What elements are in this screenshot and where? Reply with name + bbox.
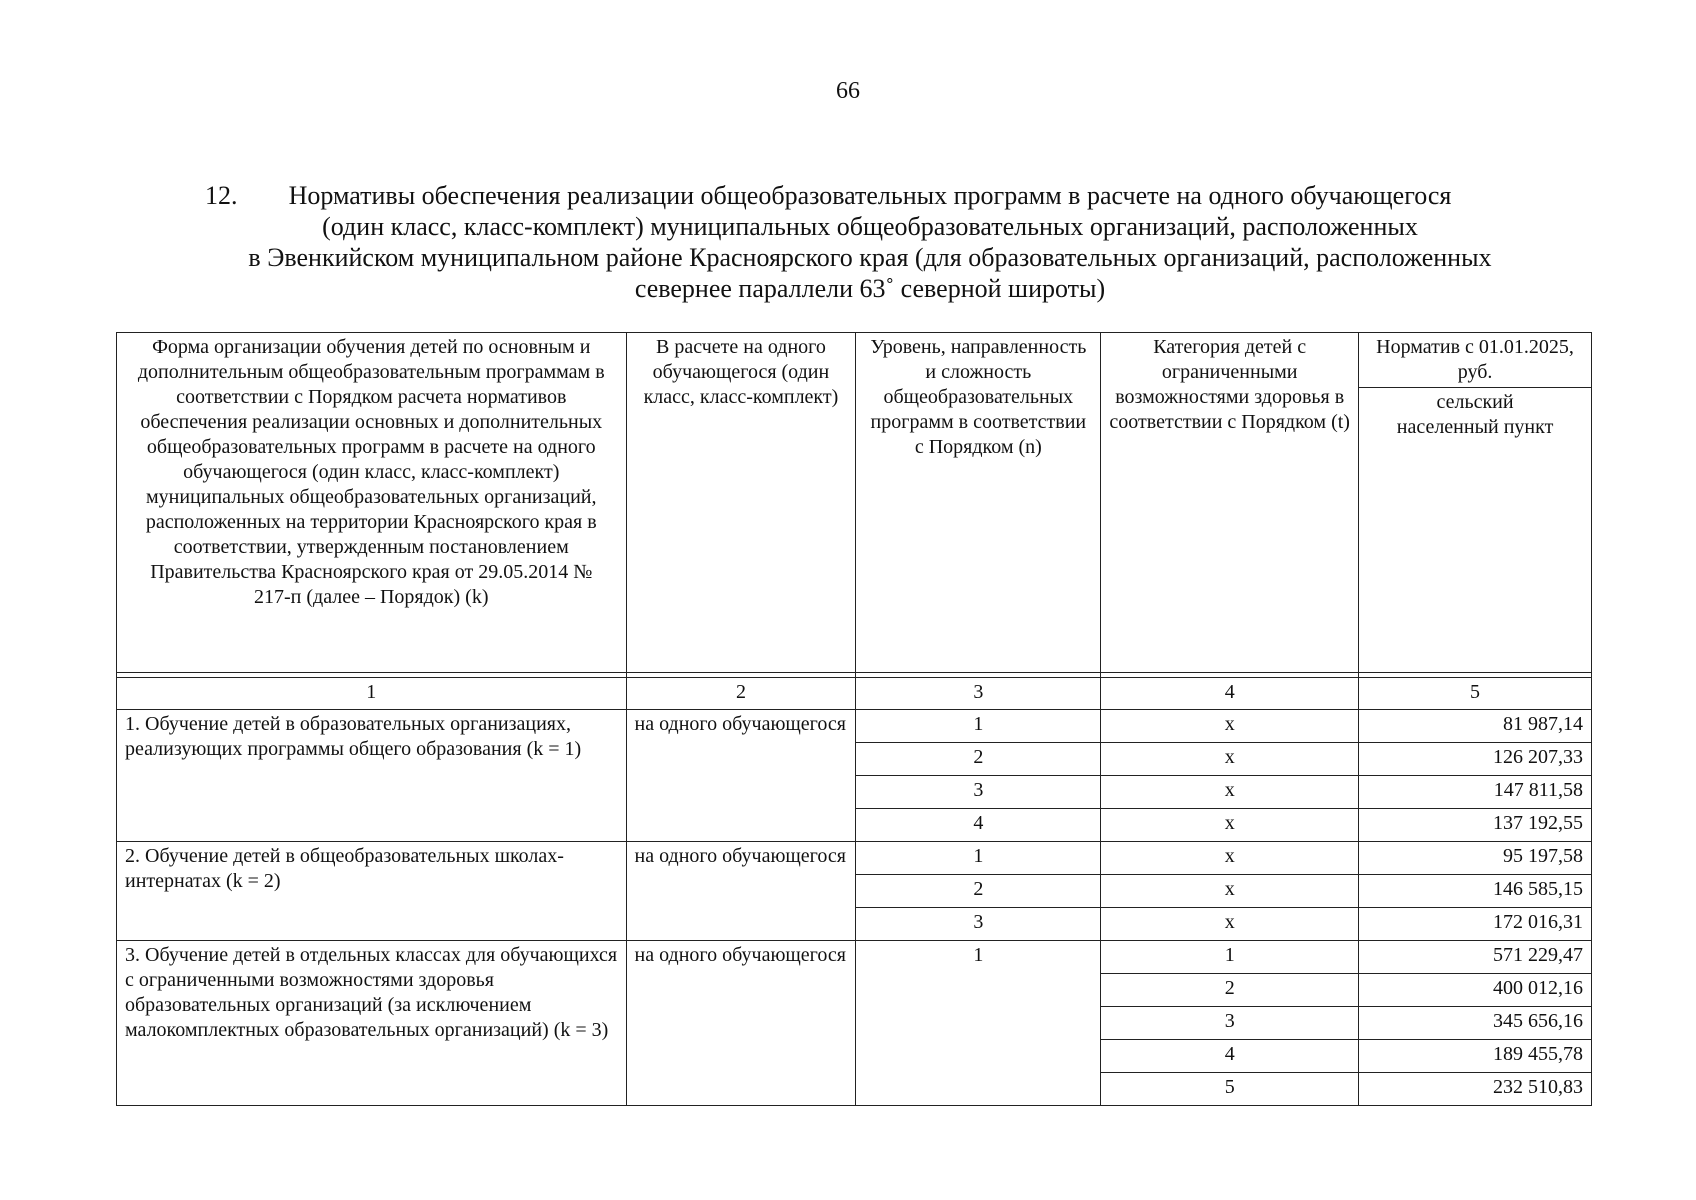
level-cell: 3 [856, 776, 1101, 809]
norm-value: 95 197,58 [1359, 842, 1592, 875]
section-title [200, 180, 1540, 304]
section-number: 12. [205, 181, 238, 210]
column-number: 5 [1359, 678, 1592, 710]
group-1-label: 1. Обучение детей в образовательных организациях, реализующих программы общего образования (k = 1) [117, 710, 627, 842]
category-cell: х [1101, 842, 1359, 875]
column-number: 4 [1101, 678, 1359, 710]
level-cell: 4 [856, 809, 1101, 842]
group-3-unit: на одного обучающегося [626, 941, 856, 1106]
header-row [117, 333, 1592, 673]
table-row [117, 941, 1592, 974]
norm-value: 126 207,33 [1359, 743, 1592, 776]
norm-value: 232 510,83 [1359, 1073, 1592, 1106]
norm-value: 189 455,78 [1359, 1040, 1592, 1073]
category-cell: х [1101, 710, 1359, 743]
norm-value: 571 229,47 [1359, 941, 1592, 974]
table-row [117, 710, 1592, 743]
title-line-3: в Эвенкийском муниципальном районе Красноярского края (для образовательных организаций, расположенных [248, 243, 1492, 272]
header-per-student: В расчете на одного обучающегося (один класс, класс-комплект) [626, 333, 856, 673]
table-row [117, 842, 1592, 875]
column-number: 1 [117, 678, 627, 710]
norm-value: 137 192,55 [1359, 809, 1592, 842]
group-3-label: 3. Обучение детей в отдельных классах для обучающихся с ограниченными возможностями здоровья образовательных организаций (за исключением малокомплектных образовательных организаций) (k = 3) [117, 941, 627, 1106]
column-number: 3 [856, 678, 1101, 710]
group-2-label: 2. Обучение детей в общеобразовательных школах-интернатах (k = 2) [117, 842, 627, 941]
level-cell: 1 [856, 842, 1101, 875]
group-2-unit: на одного обучающегося [626, 842, 856, 941]
norm-value: 400 012,16 [1359, 974, 1592, 1007]
category-cell: 4 [1101, 1040, 1359, 1073]
category-cell: 2 [1101, 974, 1359, 1007]
category-cell: х [1101, 875, 1359, 908]
category-cell: х [1101, 908, 1359, 941]
category-cell: 3 [1101, 1007, 1359, 1040]
column-number: 2 [626, 678, 856, 710]
norms-table [116, 332, 1592, 1106]
column-number-row [117, 678, 1592, 710]
norm-value: 345 656,16 [1359, 1007, 1592, 1040]
category-cell: х [1101, 809, 1359, 842]
header-level: Уровень, направленность и сложность общеобразовательных программ в соответствии с Порядком (n) [856, 333, 1101, 673]
norm-value: 172 016,31 [1359, 908, 1592, 941]
level-cell: 3 [856, 908, 1101, 941]
norm-value: 81 987,14 [1359, 710, 1592, 743]
header-rural: сельский населенный пункт [1396, 391, 1554, 438]
norm-value: 146 585,15 [1359, 875, 1592, 908]
level-cell: 1 [856, 710, 1101, 743]
category-cell: 1 [1101, 941, 1359, 974]
header-norm-date: Норматив с 01.01.2025, руб. [1359, 333, 1591, 388]
category-cell: х [1101, 776, 1359, 809]
page-number: 66 [836, 78, 860, 104]
level-cell: 2 [856, 743, 1101, 776]
category-cell: 5 [1101, 1073, 1359, 1106]
norm-value: 147 811,58 [1359, 776, 1592, 809]
title-line-1: Нормативы обеспечения реализации общеобразовательных программ в расчете на одного обучающегося [288, 181, 1452, 210]
level-cell: 1 [856, 941, 1101, 1106]
title-line-4: севернее параллели 63˚ северной широты) [634, 274, 1106, 303]
level-cell: 2 [856, 875, 1101, 908]
title-line-2: (один класс, класс-комплект) муниципальных общеобразовательных организаций, расположенных [322, 212, 1418, 241]
header-form-of-education: Форма организации обучения детей по основным и дополнительным общеобразовательным программам в соответствии с Порядком расчета нормативов обеспечения реализации основных и дополнительных общеобразовательных программ в расчете на одного обучающегося (один класс, класс-комплект) муниципальных общеобразовательных организаций, расположенных на территории Красноярского края в соответствии, утвержденным постановлением Правительства Красноярского края от 29.05.2014 № 217-п (далее – Порядок) (k) [117, 333, 627, 673]
header-category: Категория детей с ограниченными возможностями здоровья в соответствии с Порядком (t) [1101, 333, 1359, 673]
group-1-unit: на одного обучающегося [626, 710, 856, 842]
header-norm [1359, 333, 1592, 673]
category-cell: х [1101, 743, 1359, 776]
